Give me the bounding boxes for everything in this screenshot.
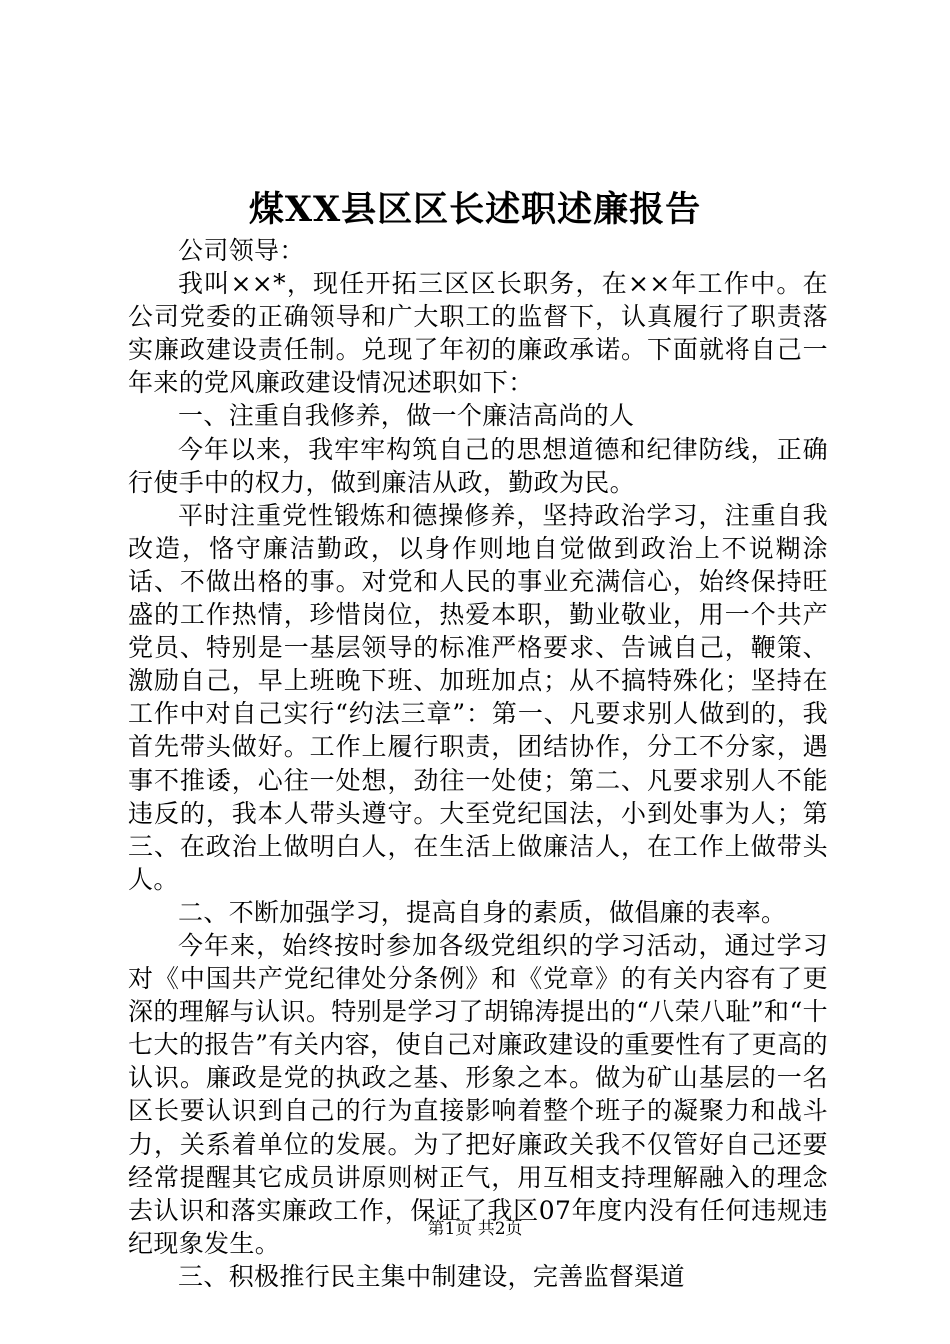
body-paragraph: 今年来，始终按时参加各级党组织的学习活动，通过学习对《中国共产党纪律处分条例》和《党章》的有关内容有了更深的理解与认识。特别是学习了胡锦涛提出的“八荣八耻”和“十七大的报告”有关内容，使自己对廉政建设的重要性有了更高的认识。廉政是党的执政之基、形象之本。做为矿山基层的一名区长要认识到自己的行为直接影响着整个班子的凝聚力和战斗力，关系着单位的发展。为了把好廉政关我不仅管好自己还要经常提醒其它成员讲原则树正气，用互相支持理解融入的理念去认识和落实廉政工作，保证了我区07年度内没有任何违规违纪现象发生。: [128, 930, 828, 1258]
body-paragraph: 今年以来，我牢牢构筑自己的思想道德和纪律防线，正确行使手中的权力，做到廉洁从政，勤政为民。: [128, 434, 828, 497]
section-heading-2: 二、不断加强学习，提高自身的素质，做倡廉的表率。: [178, 897, 787, 927]
document-body: [128, 234, 828, 1293]
page-footer: 第1页 共2页: [427, 1219, 523, 1239]
salutation: 公司领导：: [178, 236, 305, 265]
intro-paragraph: 我叫××*，现任开拓三区区长职务，在××年工作中。在公司党委的正确领导和广大职工的监督下，认真履行了职责落实廉政建设责任制。兑现了年初的廉政承诺。下面就将自己一年来的党风廉政建设情况述职如下：: [128, 269, 828, 398]
document-title: 煤XX县区区长述职述廉报告: [248, 189, 702, 230]
section-heading-1: 一、注重自我修养，做一个廉洁高尚的人: [178, 401, 635, 431]
section-heading-3: 三、积极推行民主集中制建设，完善监督渠道: [178, 1261, 686, 1291]
body-paragraph: 平时注重党性锻炼和德操修养，坚持政治学习，注重自我改造，恪守廉洁勤政，以身作则地自觉做到政治上不说糊涂话、不做出格的事。对党和人民的事业充满信心，始终保持旺盛的工作热情，珍惜岗位，热爱本职，勤业敬业，用一个共产党员、特别是一基层领导的标准严格要求、告诫自己，鞭策、激励自己，早上班晚下班、加班加点；从不搞特殊化；坚持在工作中对自己实行“约法三章”：第一、凡要求别人做到的，我首先带头做好。工作上履行职责，团结协作，分工不分家，遇事不推诿，心往一处想，劲往一处使；第二、凡要求别人不能违反的，我本人带头遵守。大至党纪国法，小到处事为人；第三、在政治上做明白人，在生活上做廉洁人，在工作上做带头人。: [128, 500, 828, 894]
